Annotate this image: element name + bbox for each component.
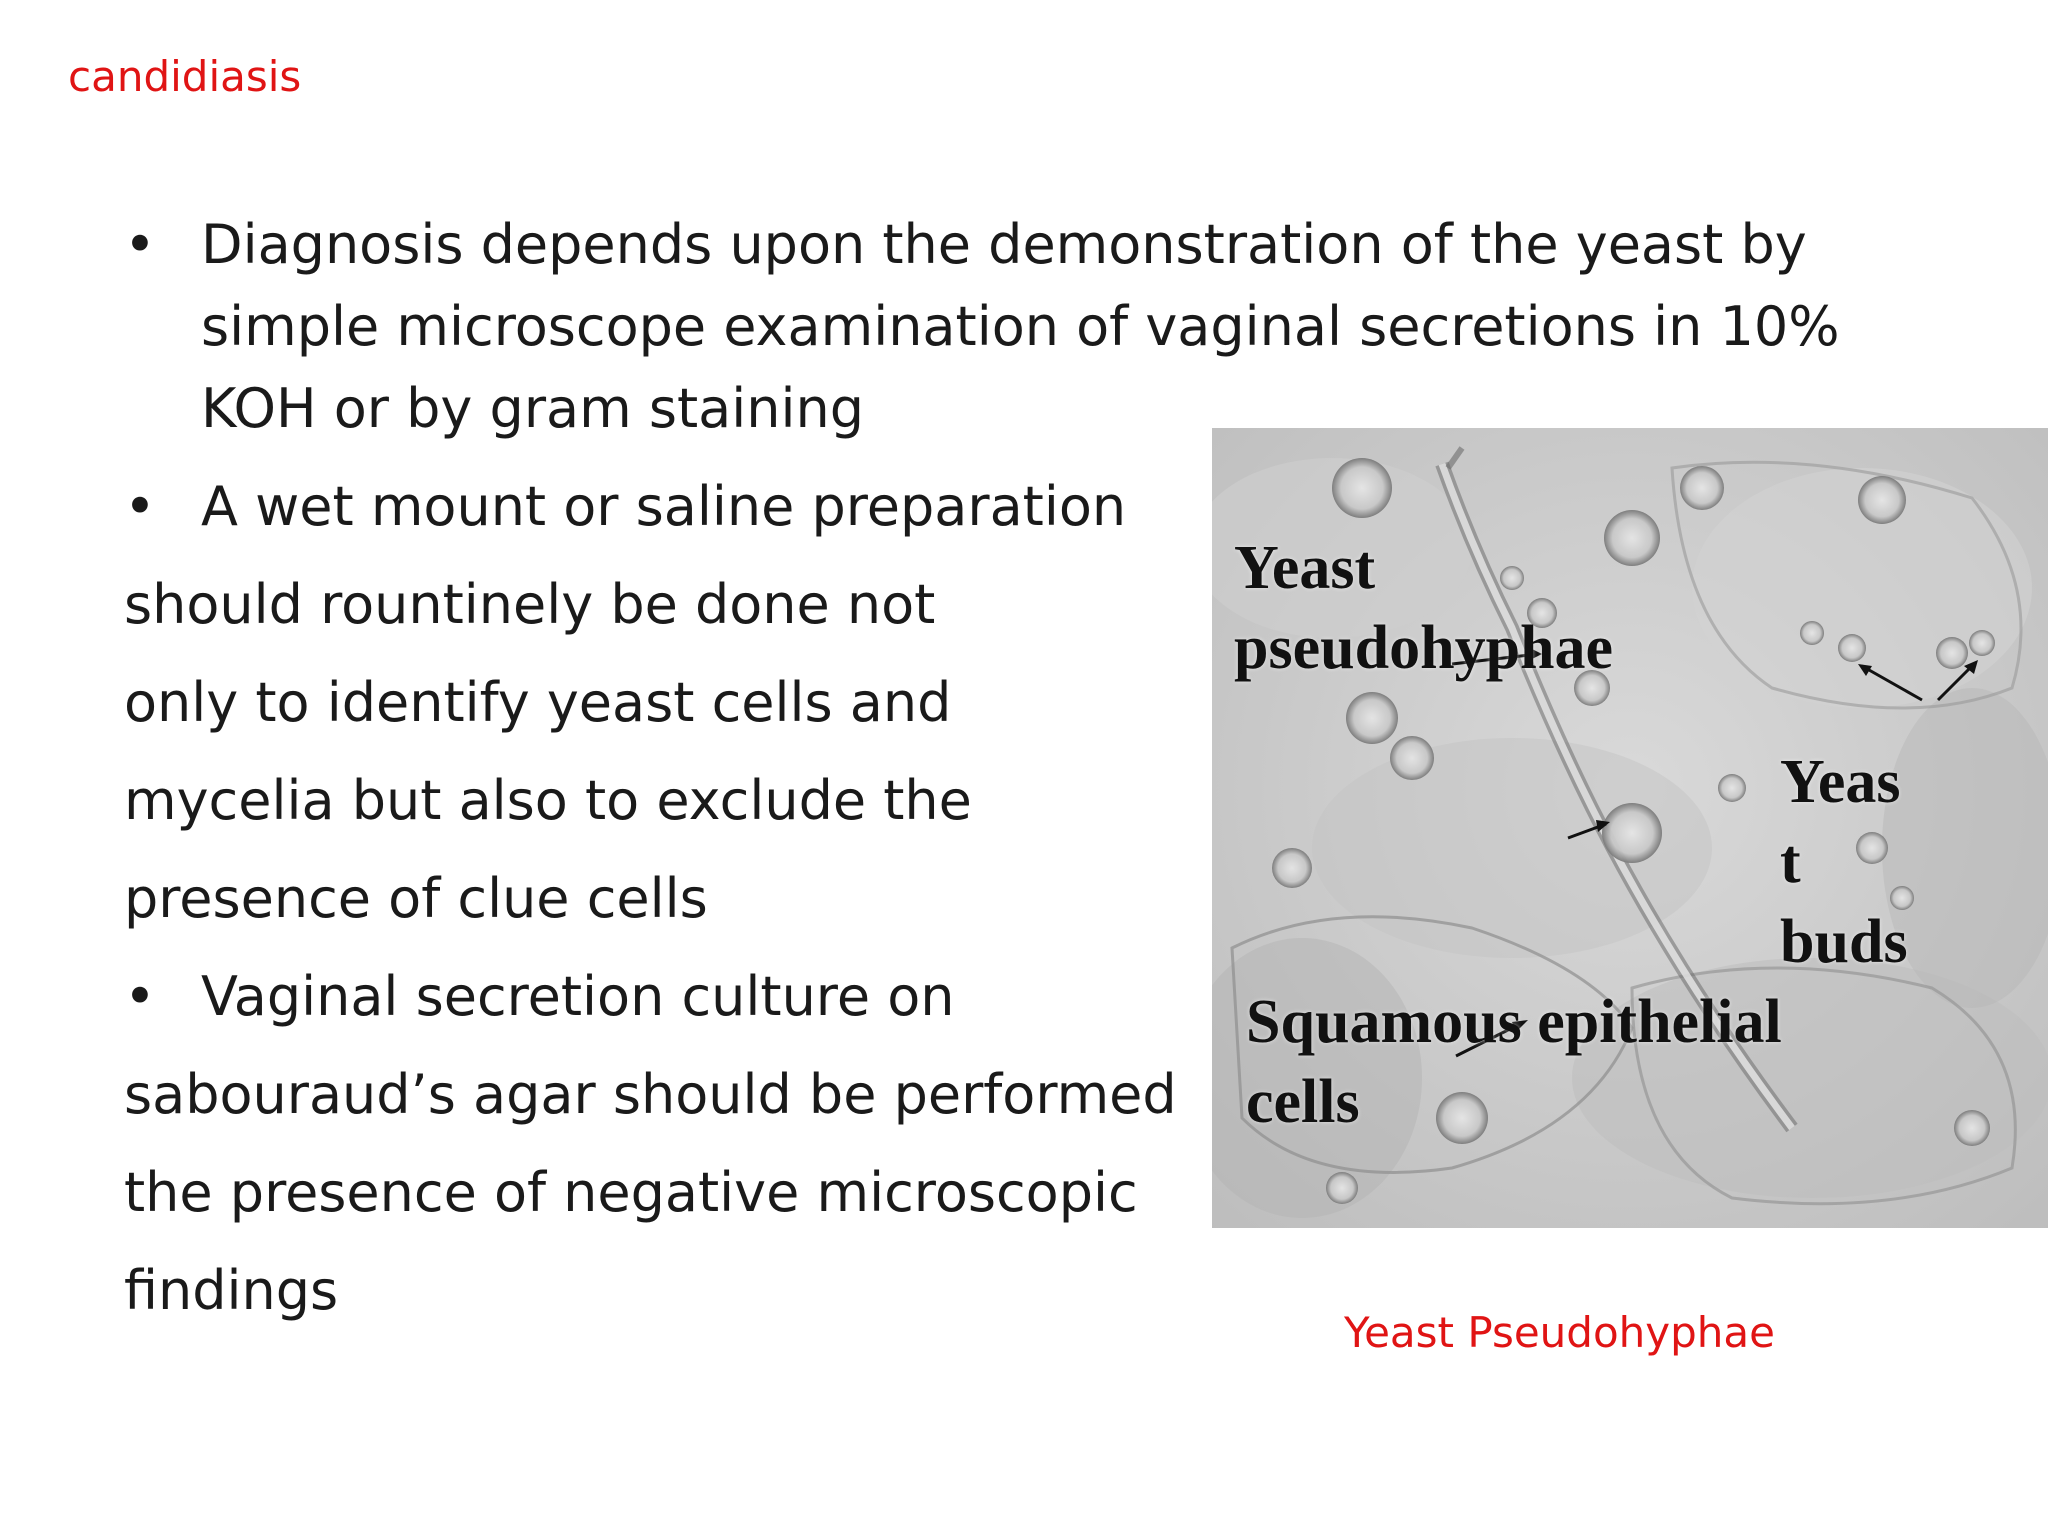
bullet-line-text: A wet mount or saline preparation xyxy=(201,475,1127,538)
label-yeast-buds-2: t xyxy=(1780,828,1801,896)
bullet-marker: • xyxy=(124,965,156,1028)
bullet-line: findings xyxy=(124,1259,339,1322)
bullet-marker: • xyxy=(124,475,156,538)
bullet-text: Diagnosis depends upon the demonstration of the yeast by simple microscope examination of vaginal secretions in 10% KOH or by gram staining xyxy=(201,213,1840,440)
label-cells: cells xyxy=(1246,1068,1360,1136)
label-pseudohyphae: pseudohyphae xyxy=(1234,614,1614,682)
bullet-marker: • xyxy=(124,213,156,276)
label-yeast-buds-3: buds xyxy=(1780,908,1908,976)
bullet-line: presence of clue cells xyxy=(124,867,708,930)
bullet-line: should rountinely be done not xyxy=(124,573,936,636)
label-squamous-epithelial: Squamous epithelial xyxy=(1246,988,1782,1056)
slide-title: candidiasis xyxy=(68,52,302,101)
bullet-line-text: Vaginal secretion culture on xyxy=(201,965,955,1028)
label-yeast-buds-1: Yeas xyxy=(1780,748,1901,816)
bullet-line: the presence of negative microscopic xyxy=(124,1161,1138,1224)
bullet-diagnosis xyxy=(124,204,1924,450)
figure-caption: Yeast Pseudohyphae xyxy=(1344,1308,1775,1357)
bullet-line xyxy=(124,466,1126,548)
bullet-line: sabouraud’s agar should be performed xyxy=(124,1063,1177,1126)
bullet-line: mycelia but also to exclude the xyxy=(124,769,972,832)
micrograph-figure xyxy=(1212,428,2048,1228)
label-yeast: Yeast xyxy=(1234,534,1376,602)
bullet-line: only to identify yeast cells and xyxy=(124,671,952,734)
bullet-line xyxy=(124,956,954,1038)
